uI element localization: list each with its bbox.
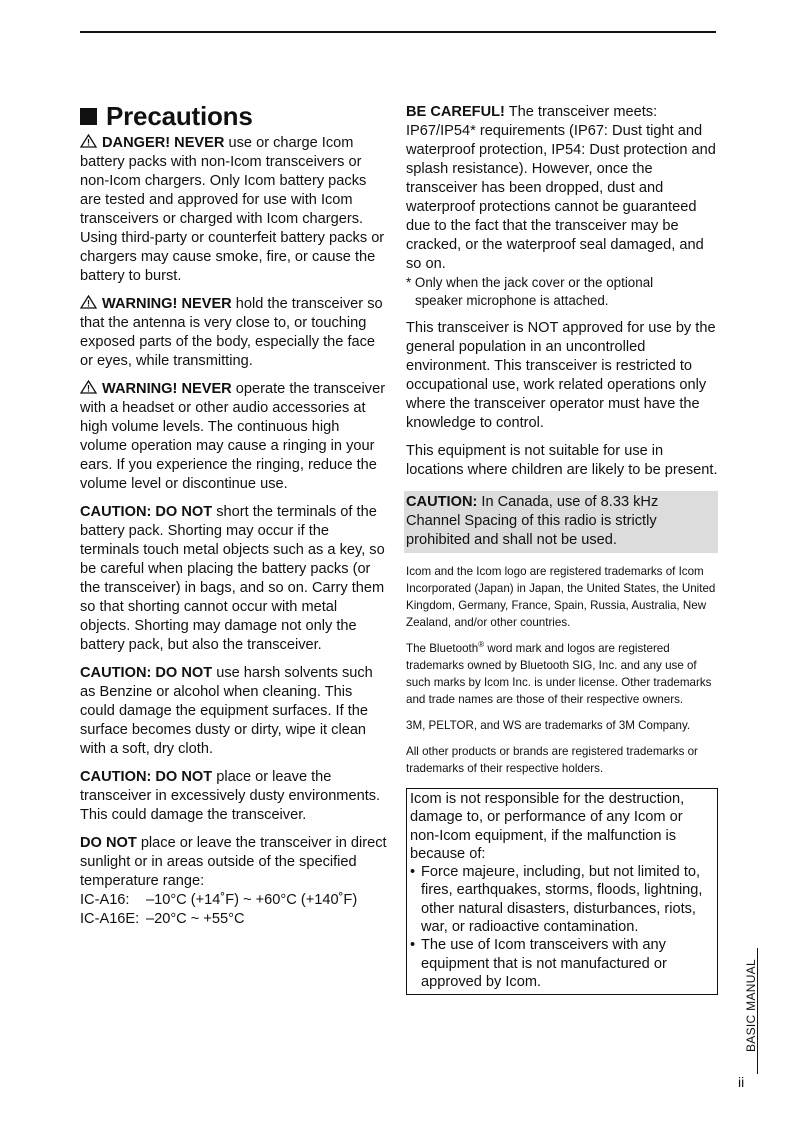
danger-text: use or charge Icom battery packs with non-Icom transceivers or non-Icom chargers. Only Icom battery packs are tested and approved for use with Icom transceivers or charged with Icom chargers. Using third-party or counterfeit battery packs or chargers may cause smoke, fire, or cause the battery to burst. xyxy=(80,135,385,284)
trademark-other: All other products or brands are registered trademarks or trademarks of their respective holders. xyxy=(406,745,698,775)
section-heading xyxy=(80,100,388,132)
heading-text: Precautions xyxy=(106,101,253,131)
caution2-paragraph xyxy=(80,664,388,759)
warning1-lead: WARNING! NEVER xyxy=(102,296,232,312)
canada-caution-body: In Canada, use of 8.33 kHz Channel Spacing of this radio is strictly prohibited and shall not be used. xyxy=(406,494,659,548)
warning2-lead: WARNING! NEVER xyxy=(102,381,232,397)
footnote-line2: speaker microphone is attached. xyxy=(415,293,609,308)
caution3-text: place or leave the transceiver in excessively dusty environments. This could damage the transceiver. xyxy=(80,769,381,823)
top-rule xyxy=(80,31,716,33)
temperature-row xyxy=(80,891,388,910)
danger-paragraph xyxy=(80,134,388,286)
becareful-text: The transceiver meets: IP67/IP54* requirements (IP67: Dust tight and waterproof protection, IP54: Dust protection and splash resistance). However, once the transceiver has been dropped, dust and waterproof protections cannot be guaranteed due to the fact that the transceiver may be cracked, or the waterproof seal damaged, and so on. xyxy=(406,104,716,272)
becareful-paragraph xyxy=(406,103,718,274)
list-item: • The use of Icom transceivers with any equipment that is not manufactured or approved by Icom. xyxy=(410,936,714,991)
temperature-range: –20°C ~ +55°C xyxy=(146,911,245,927)
danger-lead: DANGER! NEVER xyxy=(102,135,225,151)
caution3-paragraph xyxy=(80,768,388,825)
not-approved-paragraph: This transceiver is NOT approved for use by the general population in an uncontrolled environment. This transceiver is restricted to occupational use, work related operations only where the transceiver operator must have the knowledge to control. xyxy=(406,320,716,431)
bluetooth-text-start: The Bluetooth xyxy=(406,642,479,655)
caution1-paragraph xyxy=(80,503,388,655)
trademark-3m: 3M, PELTOR, and WS are trademarks of 3M Company. xyxy=(406,719,691,732)
temperature-row xyxy=(80,910,388,929)
warning-triangle-icon xyxy=(80,380,97,394)
temperature-model: IC-A16: xyxy=(80,892,130,908)
warning2-text: operate the transceiver with a headset or other audio accessories at high volume levels. The continuous high volume operation may cause a ringing in your ears. If you experience the ringing, reduce the volume level or discontinue use. xyxy=(80,381,386,492)
temperature-model: IC-A16E: xyxy=(80,911,140,927)
canada-caution-box xyxy=(404,491,718,553)
disclaimer-intro: Icom is not responsible for the destruction, damage to, or performance of any Icom or non-Icom equipment, if the malfunction is because of: xyxy=(410,791,685,862)
left-column xyxy=(80,100,388,929)
caution2-text: use harsh solvents such as Benzine or alcohol when cleaning. This could damage the equipment surfaces. If the surface becomes dusty or dirty, wipe it clean with a soft, dry cloth. xyxy=(80,665,373,757)
donot-text: place or leave the transceiver in direct sunlight or in areas outside of the specified temperature range: xyxy=(80,835,387,889)
warning-triangle-icon xyxy=(80,295,97,309)
page-number: ii xyxy=(738,1074,745,1090)
canada-caution-lead: CAUTION: xyxy=(406,494,478,510)
warning1-text: hold the transceiver so that the antenna is very close to, or touching exposed parts of the body, especially the face or eyes, while transmitting. xyxy=(80,296,383,369)
list-item: • Force majeure, including, but not limited to, fires, earthquakes, storms, floods, lightning, other natural disasters, disturbances, riots, war, or radioactive contamination. xyxy=(410,863,714,936)
registered-mark: ® xyxy=(478,640,485,650)
warning1-paragraph xyxy=(80,295,388,371)
caution3-lead: CAUTION: DO NOT xyxy=(80,769,213,785)
temperature-range: –10°C (+14˚F) ~ +60°C (+140˚F) xyxy=(146,892,358,908)
disclaimer-list xyxy=(410,863,714,991)
temperature-paragraph xyxy=(80,834,388,891)
side-label: BASIC MANUAL xyxy=(744,959,758,1052)
right-column xyxy=(406,103,718,995)
caution1-lead: CAUTION: DO NOT xyxy=(80,504,213,520)
disclaimer-box xyxy=(406,788,718,995)
trademark-icom: Icom and the Icom logo are registered trademarks of Icom Incorporated (Japan) in Japan, the United States, the United Kingdom, Germany, France, Spain, Russia, Australia, New Zealand, and/or other countries. xyxy=(406,565,716,629)
children-paragraph: This equipment is not suitable for use in locations where children are likely to be present. xyxy=(406,443,718,478)
becareful-lead: BE CAREFUL! xyxy=(406,104,505,120)
donot-lead: DO NOT xyxy=(80,835,137,851)
bluetooth-text-end: word mark and logos are registered trademarks owned by Bluetooth SIG, Inc. and any use of such marks by Icom Inc. is under license. Other trademarks and trade names are those of their respective owners. xyxy=(406,642,712,706)
warning-triangle-icon xyxy=(80,134,97,148)
trademark-bluetooth xyxy=(406,640,718,708)
warning2-paragraph xyxy=(80,380,388,494)
caution2-lead: CAUTION: DO NOT xyxy=(80,665,213,681)
caution1-text: short the terminals of the battery pack. Shorting may occur if the terminals touch metal objects such as a key, so be careful when placing the battery packs (or the transceiver) in bags, and so on. Carry them so that shorting cannot occur with metal objects. Shorting may damage not only the battery pack, but also the transceiver. xyxy=(80,504,385,653)
square-bullet-icon xyxy=(80,108,97,125)
canada-caution-text xyxy=(406,493,715,550)
footnote-line1: * Only when the jack cover or the optional xyxy=(406,275,654,290)
